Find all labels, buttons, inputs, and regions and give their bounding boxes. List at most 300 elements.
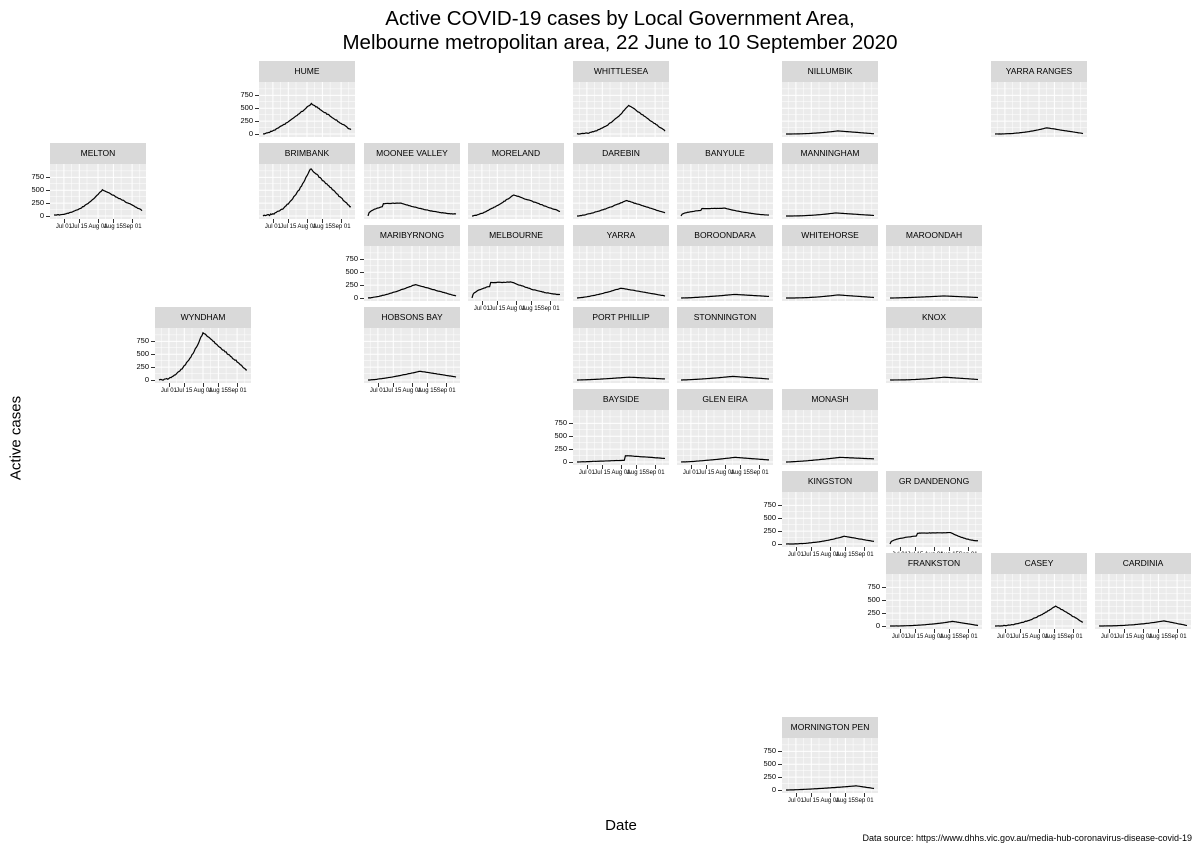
facet-strip-label: MOONEE VALLEY xyxy=(364,143,460,164)
facet-svg xyxy=(364,328,460,383)
facet-svg xyxy=(677,246,773,301)
x-tick-mark xyxy=(811,547,812,551)
y-tick-mark xyxy=(778,505,782,506)
x-tick-label: Aug 15 xyxy=(208,388,228,394)
facet-hobsons-bay xyxy=(364,307,460,394)
x-tick-mark xyxy=(98,219,99,223)
x-tick-mark xyxy=(531,301,532,305)
facet-bayside xyxy=(554,389,669,476)
facet-svg xyxy=(677,328,773,383)
facet-plot-area xyxy=(782,82,878,137)
facet-strip-label: DAREBIN xyxy=(573,143,669,164)
x-tick-label: Sep 01 xyxy=(958,634,978,640)
facet-frankston xyxy=(867,553,982,640)
x-tick-mark xyxy=(516,301,517,305)
y-tick-label: 750 xyxy=(136,336,149,346)
y-tick-mark xyxy=(569,462,573,463)
x-tick-label: Aug 01 xyxy=(715,470,735,476)
facet-plot-area xyxy=(677,328,773,383)
facet-plot-area xyxy=(782,410,878,465)
facet-strip-label: HUME xyxy=(259,61,355,82)
y-tick-mark xyxy=(151,380,155,381)
facet-svg xyxy=(468,246,564,301)
data-source-note: Data source: https://www.dhhs.vic.gov.au/media-hub-coronavirus-disease-covid-19 xyxy=(862,833,1192,843)
x-tick-label: Jul 01 xyxy=(473,306,490,312)
facet-svg xyxy=(782,410,878,465)
x-tick-mark xyxy=(845,547,846,551)
x-axis xyxy=(782,547,878,563)
facet-plot-area xyxy=(573,164,669,219)
x-tick-label: Sep 01 xyxy=(331,224,351,230)
y-tick-mark xyxy=(46,203,50,204)
x-tick-label: Jul 01 xyxy=(264,224,281,230)
facet-plot-area xyxy=(573,410,669,465)
facet-maroondah xyxy=(886,225,982,301)
x-tick-mark xyxy=(636,465,637,469)
facet-strip-label: BAYSIDE xyxy=(573,389,669,410)
y-tick-label: 500 xyxy=(763,513,776,523)
y-axis xyxy=(113,328,155,383)
x-tick-label: Sep 01 xyxy=(749,470,769,476)
facet-melton xyxy=(31,143,146,230)
x-tick-mark xyxy=(307,219,308,223)
y-tick-mark xyxy=(882,613,886,614)
x-tick-mark xyxy=(1177,629,1178,633)
facet-svg xyxy=(782,164,878,219)
facet-strip-label: MORNINGTON PEN xyxy=(782,717,878,738)
x-tick-label: Jul 15 xyxy=(594,470,611,476)
y-tick-label: 0 xyxy=(248,129,253,138)
x-tick-label: Jul 01 xyxy=(369,388,386,394)
x-tick-mark xyxy=(915,547,916,551)
facet-svg xyxy=(468,164,564,219)
x-tick-mark xyxy=(378,383,379,387)
x-tick-mark xyxy=(497,301,498,305)
x-tick-mark xyxy=(237,383,238,387)
x-tick-mark xyxy=(968,547,969,551)
x-tick-mark xyxy=(322,219,323,223)
x-tick-label: Jul 01 xyxy=(1100,634,1117,640)
x-axis xyxy=(50,219,146,235)
x-tick-label: Jul 15 xyxy=(385,388,402,394)
y-tick-label: 750 xyxy=(31,172,44,182)
x-tick-label: Aug 01 xyxy=(297,224,317,230)
facet-kingston xyxy=(763,471,878,558)
y-tick-label: 500 xyxy=(240,103,253,113)
facet-svg xyxy=(886,246,982,301)
facet-strip-label: KINGSTON xyxy=(782,471,878,492)
facet-strip-label: MONASH xyxy=(782,389,878,410)
facet-svg xyxy=(364,246,460,301)
y-tick-label: 500 xyxy=(867,595,880,605)
facet-cardinia xyxy=(1095,553,1191,640)
x-tick-label: Jul 01 xyxy=(787,798,804,804)
x-tick-label: Aug 15 xyxy=(1044,634,1064,640)
y-tick-mark xyxy=(778,790,782,791)
y-tick-label: 0 xyxy=(771,785,776,794)
y-tick-label: 500 xyxy=(345,267,358,277)
y-tick-mark xyxy=(360,298,364,299)
x-axis xyxy=(991,629,1087,645)
y-axis xyxy=(844,574,886,629)
facet-plot-area xyxy=(573,82,669,137)
facet-stonnington xyxy=(677,307,773,383)
facet-svg xyxy=(573,328,669,383)
facet-knox xyxy=(886,307,982,383)
facet-strip-label: WHITEHORSE xyxy=(782,225,878,246)
x-tick-mark xyxy=(759,465,760,469)
x-tick-label: Sep 01 xyxy=(1063,634,1083,640)
facet-plot-area xyxy=(886,492,982,547)
x-tick-label: Aug 15 xyxy=(939,634,959,640)
facet-svg xyxy=(364,164,460,219)
x-axis xyxy=(677,465,773,481)
facet-svg xyxy=(782,492,878,547)
x-tick-mark xyxy=(968,629,969,633)
y-tick-mark xyxy=(778,531,782,532)
x-tick-label: Aug 01 xyxy=(924,634,944,640)
facet-plot-area xyxy=(782,246,878,301)
y-tick-label: 750 xyxy=(345,254,358,264)
x-tick-label: Sep 01 xyxy=(645,470,665,476)
x-tick-label: Aug 15 xyxy=(521,306,541,312)
x-tick-mark xyxy=(341,219,342,223)
y-tick-label: 0 xyxy=(39,211,44,220)
x-axis xyxy=(573,465,669,481)
facet-strip-label: CARDINIA xyxy=(1095,553,1191,574)
x-tick-mark xyxy=(915,629,916,633)
facet-moonee-valley xyxy=(364,143,460,219)
facet-yarra xyxy=(573,225,669,301)
facet-plot-area xyxy=(782,738,878,793)
x-tick-mark xyxy=(1143,629,1144,633)
facet-strip-label: BANYULE xyxy=(677,143,773,164)
facet-strip-label: HOBSONS BAY xyxy=(364,307,460,328)
y-tick-mark xyxy=(46,216,50,217)
facet-svg xyxy=(677,410,773,465)
x-tick-label: Aug 01 xyxy=(820,552,840,558)
facet-strip-label: YARRA xyxy=(573,225,669,246)
x-tick-label: Jul 15 xyxy=(280,224,297,230)
y-tick-mark xyxy=(778,544,782,545)
x-axis xyxy=(782,793,878,809)
x-axis xyxy=(1095,629,1191,645)
x-tick-label: Aug 01 xyxy=(402,388,422,394)
x-tick-mark xyxy=(830,547,831,551)
x-tick-mark xyxy=(949,547,950,551)
x-tick-label: Aug 15 xyxy=(835,798,855,804)
facet-strip-label: MARIBYRNONG xyxy=(364,225,460,246)
y-axis xyxy=(217,82,259,137)
y-tick-label: 250 xyxy=(867,608,880,618)
facet-svg xyxy=(50,164,146,219)
x-tick-label: Jul 15 xyxy=(489,306,506,312)
y-axis-label: Active cases xyxy=(7,395,25,481)
x-tick-mark xyxy=(1158,629,1159,633)
y-axis xyxy=(8,164,50,219)
y-tick-label: 250 xyxy=(240,116,253,126)
y-tick-label: 750 xyxy=(763,746,776,756)
facet-nillumbik xyxy=(782,61,878,137)
facet-plot-area xyxy=(573,246,669,301)
x-tick-mark xyxy=(1109,629,1110,633)
chart-title: Active COVID-19 cases by Local Government Area, xyxy=(385,7,855,30)
y-tick-mark xyxy=(882,600,886,601)
y-tick-mark xyxy=(569,449,573,450)
x-tick-mark xyxy=(796,547,797,551)
facet-plot-area xyxy=(155,328,251,383)
facet-boroondara xyxy=(677,225,773,301)
facet-svg xyxy=(782,246,878,301)
facet-strip-label: KNOX xyxy=(886,307,982,328)
facet-strip-label: MAROONDAH xyxy=(886,225,982,246)
facet-port-phillip xyxy=(573,307,669,383)
x-tick-label: Aug 15 xyxy=(730,470,750,476)
x-tick-label: Aug 15 xyxy=(103,224,123,230)
facet-strip-label: CASEY xyxy=(991,553,1087,574)
facet-strip-label: YARRA RANGES xyxy=(991,61,1087,82)
chart-subtitle: Melbourne metropolitan area, 22 June to 10 September 2020 xyxy=(342,31,898,54)
x-tick-label: Jul 01 xyxy=(160,388,177,394)
x-tick-mark xyxy=(587,465,588,469)
x-tick-mark xyxy=(1073,629,1074,633)
x-tick-mark xyxy=(900,547,901,551)
x-tick-label: Sep 01 xyxy=(436,388,456,394)
x-tick-mark xyxy=(864,793,865,797)
facet-hume xyxy=(240,61,355,138)
y-tick-label: 250 xyxy=(345,280,358,290)
x-tick-label: Sep 01 xyxy=(122,224,142,230)
x-tick-label: Aug 01 xyxy=(1029,634,1049,640)
x-tick-mark xyxy=(830,793,831,797)
facet-plot-area xyxy=(468,246,564,301)
x-tick-label: Aug 15 xyxy=(835,552,855,558)
x-tick-label: Jul 01 xyxy=(891,634,908,640)
x-tick-label: Aug 01 xyxy=(506,306,526,312)
x-tick-mark xyxy=(288,219,289,223)
x-tick-label: Aug 01 xyxy=(611,470,631,476)
x-tick-mark xyxy=(602,465,603,469)
y-tick-label: 500 xyxy=(763,759,776,769)
facet-plot-area xyxy=(364,246,460,301)
facet-strip-label: WHITTLESEA xyxy=(573,61,669,82)
y-tick-mark xyxy=(255,108,259,109)
y-tick-mark xyxy=(778,777,782,778)
x-tick-mark xyxy=(482,301,483,305)
facet-whittlesea xyxy=(573,61,669,137)
y-tick-mark xyxy=(360,272,364,273)
x-tick-label: Jul 01 xyxy=(578,470,595,476)
x-tick-mark xyxy=(934,629,935,633)
facet-svg xyxy=(886,492,982,547)
facet-plot-area xyxy=(991,574,1087,629)
x-tick-label: Aug 15 xyxy=(1148,634,1168,640)
x-tick-label: Jul 15 xyxy=(176,388,193,394)
x-axis xyxy=(259,219,355,235)
facet-svg xyxy=(573,164,669,219)
y-tick-mark xyxy=(255,121,259,122)
facet-strip-label: STONNINGTON xyxy=(677,307,773,328)
facet-wyndham xyxy=(136,307,251,394)
x-tick-mark xyxy=(725,465,726,469)
y-tick-label: 0 xyxy=(771,539,776,548)
x-tick-label: Aug 01 xyxy=(88,224,108,230)
y-tick-mark xyxy=(255,134,259,135)
y-tick-label: 250 xyxy=(763,772,776,782)
y-tick-label: 250 xyxy=(136,362,149,372)
facet-whitehorse xyxy=(782,225,878,301)
facet-melbourne xyxy=(468,225,564,312)
x-tick-mark xyxy=(273,219,274,223)
x-tick-mark xyxy=(864,547,865,551)
x-tick-label: Jul 01 xyxy=(787,552,804,558)
x-tick-label: Jul 15 xyxy=(1116,634,1133,640)
y-tick-mark xyxy=(255,95,259,96)
facet-svg xyxy=(886,328,982,383)
x-tick-mark xyxy=(64,219,65,223)
facet-plot-area xyxy=(573,328,669,383)
x-tick-mark xyxy=(393,383,394,387)
x-tick-label: Jul 01 xyxy=(996,634,1013,640)
x-tick-mark xyxy=(427,383,428,387)
facet-plot-area xyxy=(886,574,982,629)
x-tick-label: Aug 15 xyxy=(417,388,437,394)
facet-plot-area xyxy=(782,164,878,219)
facet-svg xyxy=(573,246,669,301)
y-tick-label: 500 xyxy=(136,349,149,359)
facet-plot-area xyxy=(364,328,460,383)
x-tick-label: Aug 15 xyxy=(312,224,332,230)
facet-svg xyxy=(782,82,878,137)
x-tick-label: Jul 15 xyxy=(803,552,820,558)
facet-strip-label: NILLUMBIK xyxy=(782,61,878,82)
x-tick-mark xyxy=(845,793,846,797)
x-tick-mark xyxy=(740,465,741,469)
y-axis xyxy=(322,246,364,301)
x-tick-label: Sep 01 xyxy=(540,306,560,312)
facet-strip-label: MELTON xyxy=(50,143,146,164)
facet-svg xyxy=(573,410,669,465)
facet-monash xyxy=(782,389,878,465)
y-tick-mark xyxy=(778,751,782,752)
facet-yarra-ranges xyxy=(991,61,1087,137)
facet-plot-area xyxy=(677,410,773,465)
x-tick-mark xyxy=(655,465,656,469)
facet-maribyrnong xyxy=(345,225,460,302)
y-tick-mark xyxy=(46,177,50,178)
y-tick-label: 750 xyxy=(763,500,776,510)
x-tick-label: Jul 15 xyxy=(1012,634,1029,640)
x-tick-label: Aug 01 xyxy=(820,798,840,804)
facet-banyule xyxy=(677,143,773,219)
y-tick-label: 250 xyxy=(763,526,776,536)
x-tick-mark xyxy=(169,383,170,387)
y-tick-label: 0 xyxy=(562,457,567,466)
y-tick-label: 0 xyxy=(353,293,358,302)
facet-mornington-pen xyxy=(763,717,878,804)
x-tick-mark xyxy=(446,383,447,387)
x-tick-label: Jul 15 xyxy=(907,634,924,640)
x-tick-label: Sep 01 xyxy=(854,798,874,804)
facet-strip-label: FRANKSTON xyxy=(886,553,982,574)
x-tick-mark xyxy=(949,629,950,633)
y-tick-mark xyxy=(569,423,573,424)
facet-strip-label: GLEN EIRA xyxy=(677,389,773,410)
facet-plot-area xyxy=(364,164,460,219)
y-tick-label: 0 xyxy=(875,621,880,630)
x-tick-mark xyxy=(203,383,204,387)
facet-svg xyxy=(259,164,355,219)
x-tick-mark xyxy=(934,547,935,551)
x-tick-mark xyxy=(691,465,692,469)
facet-svg xyxy=(886,574,982,629)
x-tick-label: Jul 01 xyxy=(682,470,699,476)
x-tick-label: Jul 15 xyxy=(71,224,88,230)
y-axis xyxy=(740,738,782,793)
facet-plot-area xyxy=(886,328,982,383)
x-tick-mark xyxy=(412,383,413,387)
facet-svg xyxy=(677,164,773,219)
facet-gr-dandenong xyxy=(886,471,982,547)
x-tick-label: Sep 01 xyxy=(1167,634,1187,640)
facet-moreland xyxy=(468,143,564,219)
facet-strip-label: MANNINGHAM xyxy=(782,143,878,164)
y-tick-label: 750 xyxy=(867,582,880,592)
x-tick-label: Aug 01 xyxy=(1133,634,1153,640)
facet-casey xyxy=(991,553,1087,640)
x-axis-label: Date xyxy=(605,817,637,834)
facet-strip-label: GR DANDENONG xyxy=(886,471,982,492)
facet-plot-area xyxy=(468,164,564,219)
facet-strip-label: PORT PHILLIP xyxy=(573,307,669,328)
x-tick-label: Sep 01 xyxy=(854,552,874,558)
facet-svg xyxy=(1095,574,1191,629)
x-tick-label: Jul 15 xyxy=(803,798,820,804)
x-tick-mark xyxy=(218,383,219,387)
y-tick-label: 500 xyxy=(554,431,567,441)
facet-strip-label: BRIMBANK xyxy=(259,143,355,164)
y-tick-mark xyxy=(569,436,573,437)
facet-plot-area xyxy=(782,492,878,547)
x-tick-label: Aug 01 xyxy=(193,388,213,394)
x-tick-mark xyxy=(79,219,80,223)
y-tick-label: 500 xyxy=(31,185,44,195)
x-tick-mark xyxy=(1054,629,1055,633)
y-tick-label: 750 xyxy=(240,90,253,100)
x-tick-label: Aug 15 xyxy=(626,470,646,476)
facet-strip-label: MORELAND xyxy=(468,143,564,164)
y-tick-mark xyxy=(46,190,50,191)
facet-svg xyxy=(991,574,1087,629)
facet-plot-area xyxy=(886,246,982,301)
facet-plot-area xyxy=(991,82,1087,137)
y-tick-label: 250 xyxy=(31,198,44,208)
facet-svg xyxy=(573,82,669,137)
x-tick-label: Sep 01 xyxy=(227,388,247,394)
y-axis xyxy=(740,492,782,547)
x-tick-mark xyxy=(706,465,707,469)
y-tick-label: 750 xyxy=(554,418,567,428)
x-axis xyxy=(886,629,982,645)
x-tick-label: Jul 15 xyxy=(698,470,715,476)
y-tick-mark xyxy=(151,341,155,342)
facet-plot-area xyxy=(677,246,773,301)
y-tick-mark xyxy=(151,367,155,368)
facet-svg xyxy=(782,738,878,793)
y-tick-mark xyxy=(778,518,782,519)
y-tick-label: 0 xyxy=(144,375,149,384)
y-tick-mark xyxy=(882,626,886,627)
